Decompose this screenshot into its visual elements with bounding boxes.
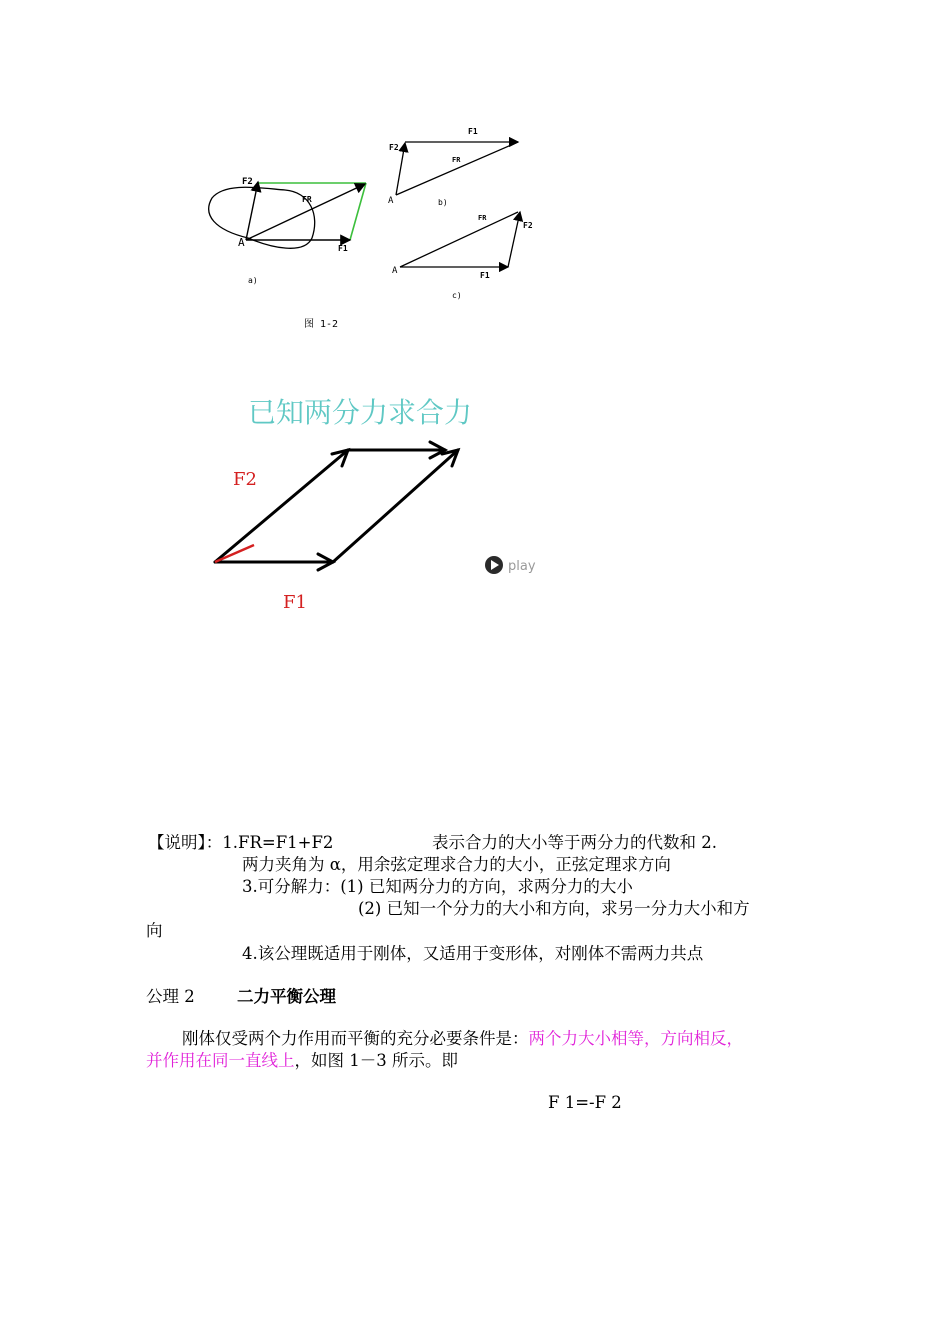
note-line-4: (2) 已知一个分力的大小和方向，求另一分力大小和方 — [358, 899, 750, 918]
label-f1: F1 — [283, 592, 307, 613]
axiom-label: 公理 2 — [146, 987, 195, 1006]
label-f2-a: F2 — [242, 177, 253, 187]
angle-marker — [215, 545, 254, 562]
axiom-formula: F 1=-F 2 — [548, 1093, 622, 1112]
label-f2-c: F2 — [523, 221, 533, 230]
parallelogram-diagram — [190, 380, 550, 630]
label-f1-c: F1 — [480, 271, 490, 280]
body-outline — [209, 187, 315, 248]
label-f1-b: F1 — [468, 127, 478, 136]
note-line-5: 向 — [146, 921, 163, 940]
figure-caption: 图 1-2 — [304, 319, 339, 330]
note-line-1 — [148, 832, 333, 854]
label-sub-b: b) — [438, 198, 448, 207]
axiom-title: 二力平衡公理 — [237, 987, 336, 1006]
note-formula: ：1.FR=F1+F2 — [205, 833, 334, 852]
play-label: play — [508, 559, 536, 574]
label-f2: F2 — [233, 469, 257, 490]
axiom-paragraph-line-1 — [182, 1028, 743, 1050]
note-line-2: 两力夹角为 α，用余弦定理求合力的大小，正弦定理求方向 — [242, 855, 671, 874]
label-fr-c: FR — [478, 214, 487, 222]
parallelogram-figure — [190, 380, 550, 630]
note-line-6: 4.该公理既适用于刚体，又适用于变形体，对刚体不需两力共点 — [242, 944, 704, 963]
axiom-highlight-1: 两个力大小相等，方向相反， — [528, 1029, 743, 1048]
label-sub-a: a) — [248, 276, 258, 285]
note-line-3: 3.可分解力：(1) 已知两分力的方向，求两分力的大小 — [242, 877, 633, 896]
label-f1-a: F1 — [338, 244, 348, 253]
force-triangle-diagrams — [200, 120, 540, 340]
axiom-text-start: 刚体仅受两个力作用而平衡的充分必要条件是： — [182, 1029, 529, 1048]
figure-1-2 — [200, 120, 540, 340]
label-fr-a: FR — [302, 195, 312, 204]
label-f2-b: F2 — [389, 143, 399, 152]
note-line-1b: 表示合力的大小等于两分力的代数和 2. — [432, 833, 717, 852]
axiom-highlight-2: 并作用在同一直线上 — [146, 1051, 295, 1070]
label-a-c: A — [392, 266, 398, 276]
label-fr-b: FR — [452, 156, 461, 164]
note-bracket: 【说明】 — [148, 833, 206, 852]
axiom-text-end: ，如图 1－3 所示。即 — [294, 1051, 458, 1070]
label-sub-c: c) — [452, 291, 462, 300]
axiom-paragraph-line-2 — [146, 1050, 458, 1072]
play-button[interactable] — [485, 556, 536, 574]
figure-title: 已知两分力求合力 — [248, 396, 473, 429]
label-a-point: A — [238, 236, 245, 249]
label-a-b: A — [388, 196, 394, 206]
